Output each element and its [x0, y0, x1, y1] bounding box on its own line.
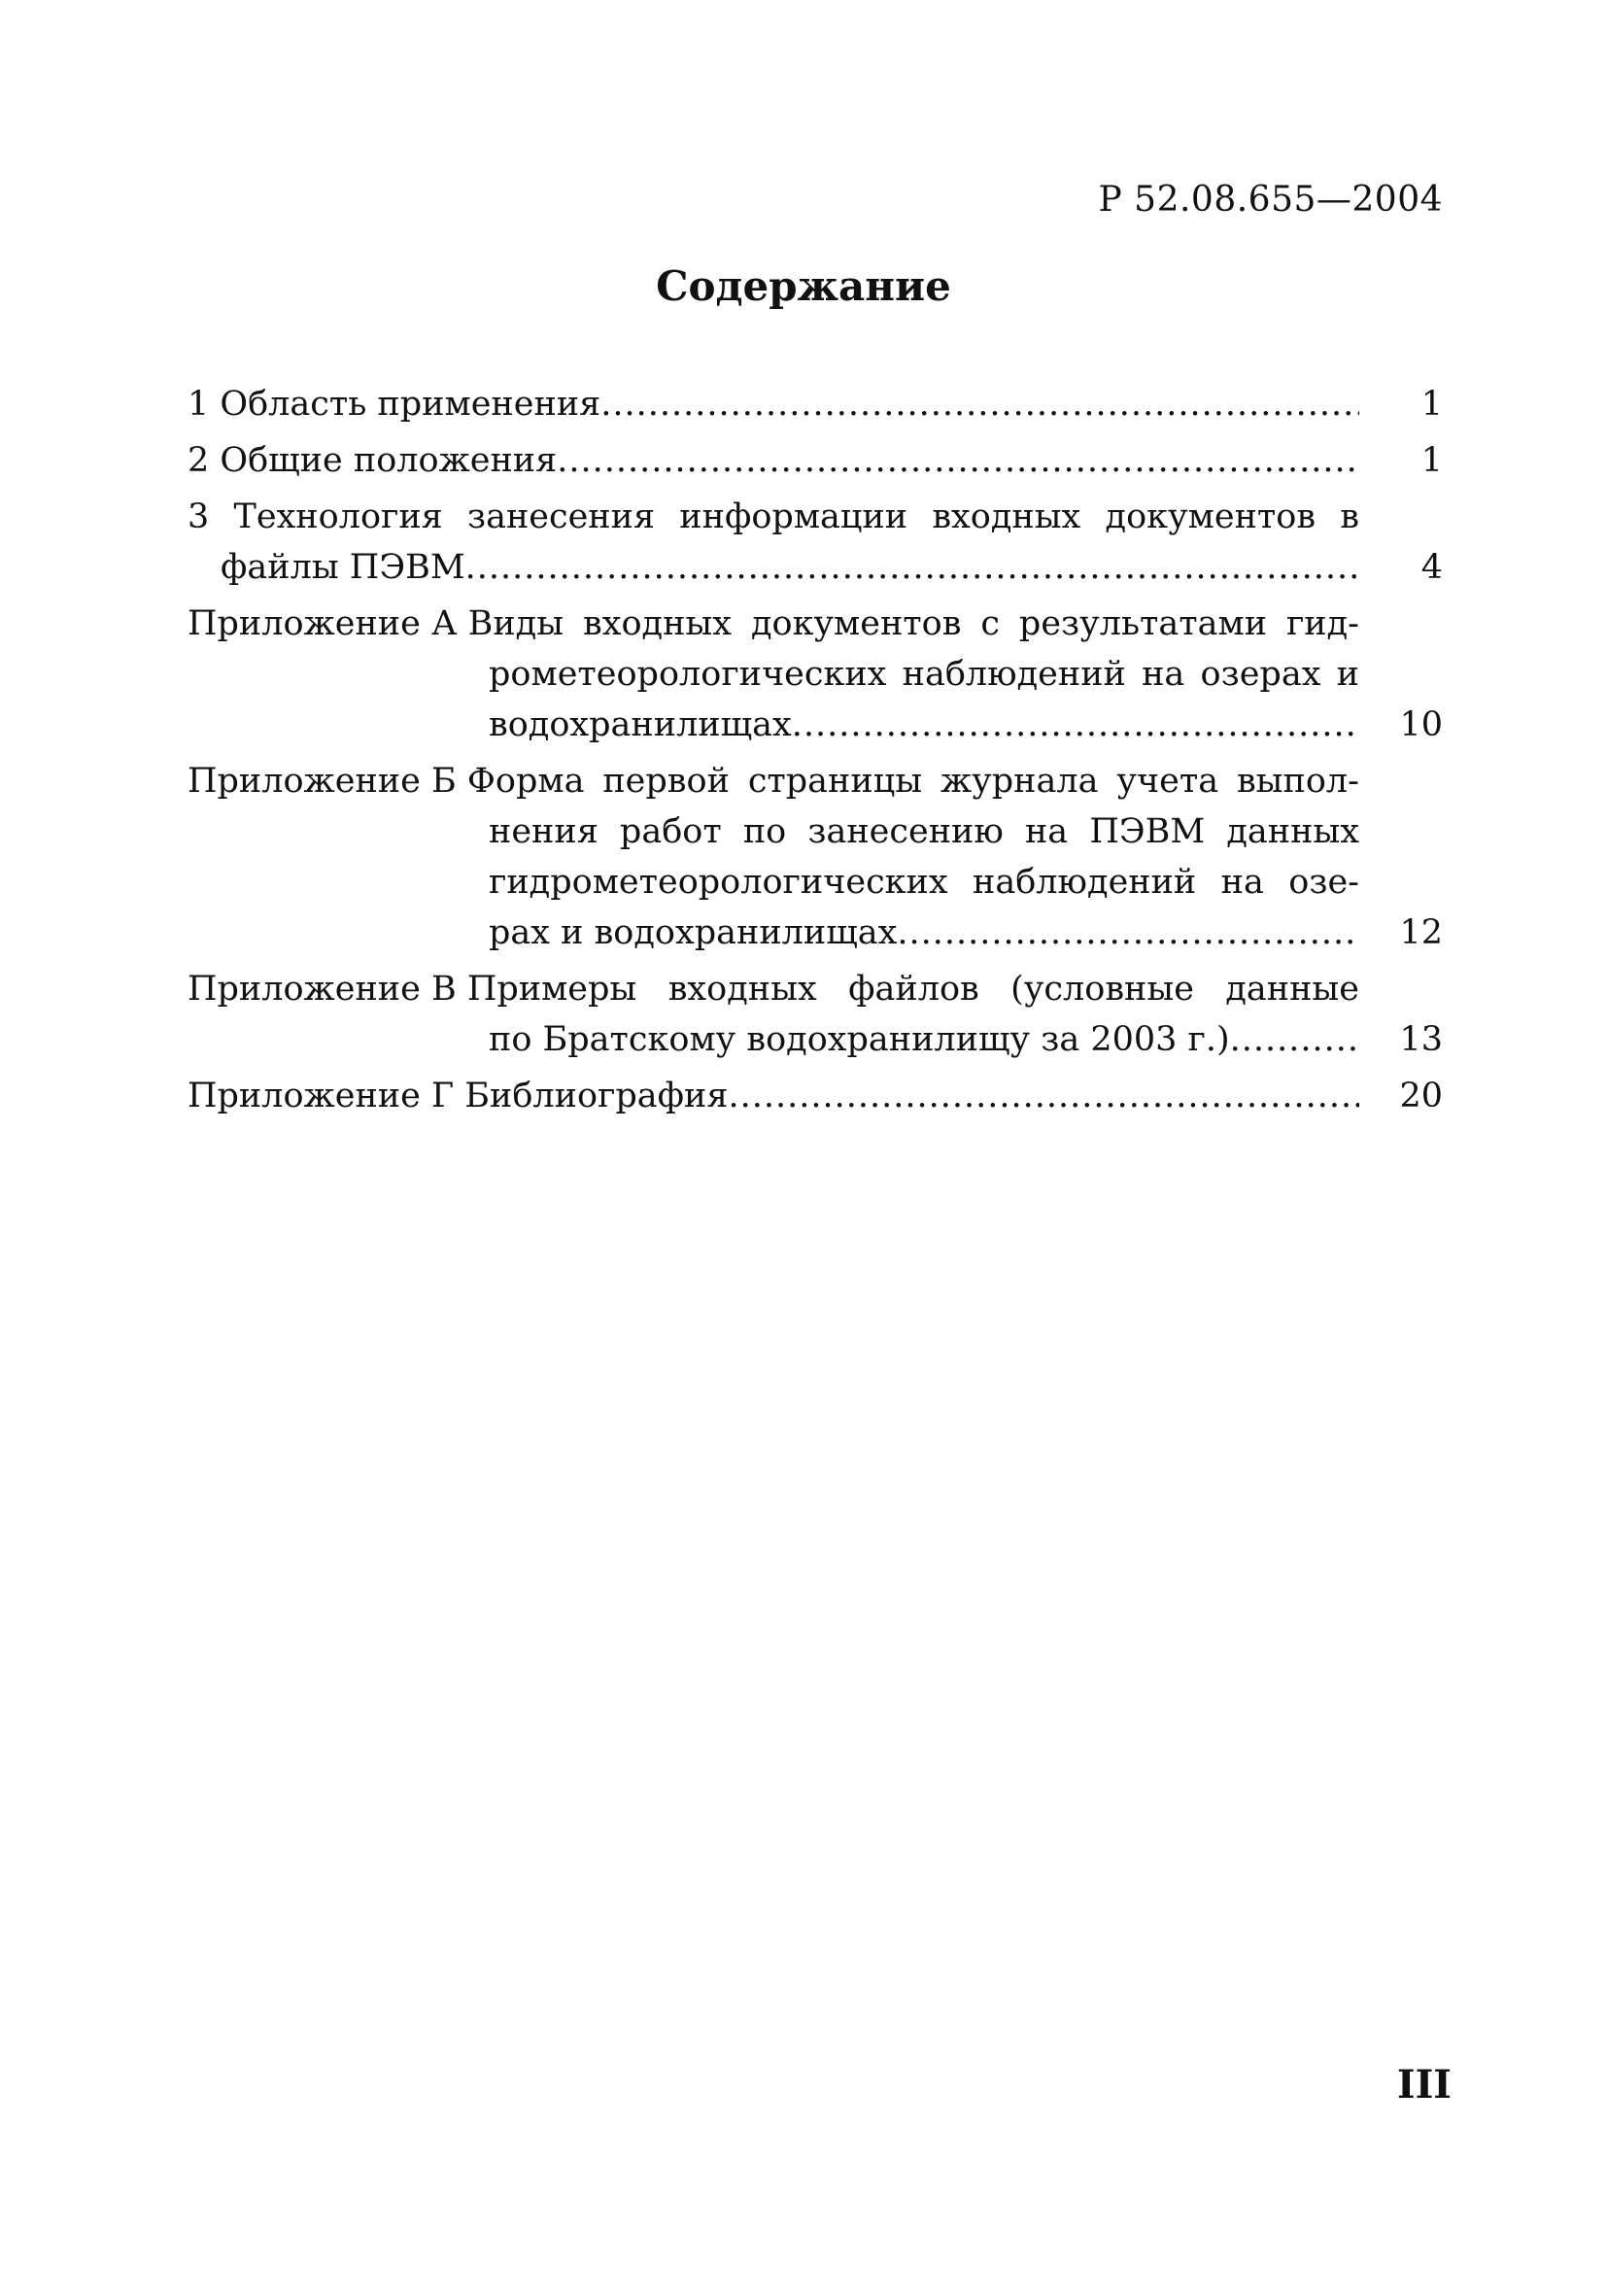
appendix-label: Приложение Г [188, 1077, 455, 1115]
toc-entry-1[interactable] [188, 379, 1443, 429]
appendix-title-line: водохранилищах [489, 705, 792, 744]
appendix-label: Приложение В [188, 970, 457, 1009]
toc-entry-appendix-v[interactable] [188, 964, 1443, 1065]
appendix-label: Приложение Б [188, 762, 457, 801]
toc-entry-appendix-g[interactable] [188, 1071, 1443, 1121]
toc-entry-text: 2 Общие положения [188, 441, 558, 480]
toc-page-number: 10 [1399, 705, 1443, 744]
leader-dots [557, 435, 1359, 486]
page-number: III [1396, 2062, 1452, 2108]
appendix-title-line: нения работ по занесению на ПЭВМ данных [489, 812, 1359, 851]
appendix-title-line: рометеорологических наблюдений на озерах и [489, 655, 1359, 694]
leader-dots [897, 908, 1359, 958]
toc-page-number: 1 [1420, 385, 1443, 424]
appendix-title-line: по Братскому водохранилищу за 2003 г.) [489, 1020, 1230, 1059]
toc-title: Содержание [656, 262, 951, 310]
appendix-label: Приложение А [188, 604, 458, 643]
appendix-title-line: рах и водохранилищах [489, 913, 898, 952]
toc-entry-text: 1 Область применения [188, 385, 601, 424]
toc-entry-text: 3 Технология занесения информации входных документов в [188, 497, 1359, 536]
appendix-title-line: Примеры входных файлов (условные данные [466, 970, 1359, 1009]
toc-entry-text-cont: файлы ПЭВМ [221, 548, 465, 587]
toc-page-number: 12 [1399, 913, 1443, 952]
leader-dots [600, 379, 1359, 429]
table-of-contents [188, 379, 1443, 1121]
toc-entry-appendix-b[interactable] [188, 756, 1443, 958]
appendix-title-line: гидрометеорологических наблюдений на озе- [489, 863, 1359, 902]
toc-entry-2[interactable] [188, 435, 1443, 486]
leader-dots [728, 1071, 1359, 1121]
toc-page-number: 4 [1420, 548, 1443, 587]
leader-dots [1230, 1014, 1359, 1065]
appendix-title-line: Форма первой страницы журнала учета выпол- [466, 762, 1359, 801]
toc-entry-appendix-a[interactable] [188, 599, 1443, 750]
toc-entry-3[interactable] [188, 492, 1443, 593]
leader-dots [792, 700, 1359, 750]
toc-page-number: 20 [1399, 1077, 1443, 1115]
document-code: Р 52.08.655—2004 [1098, 180, 1443, 220]
toc-page-number: 1 [1420, 441, 1443, 480]
appendix-title-line: Библиография [464, 1077, 729, 1115]
toc-page-number: 13 [1399, 1020, 1443, 1059]
appendix-title-line: Виды входных документов с результатами гид- [467, 604, 1359, 643]
leader-dots [465, 542, 1359, 593]
